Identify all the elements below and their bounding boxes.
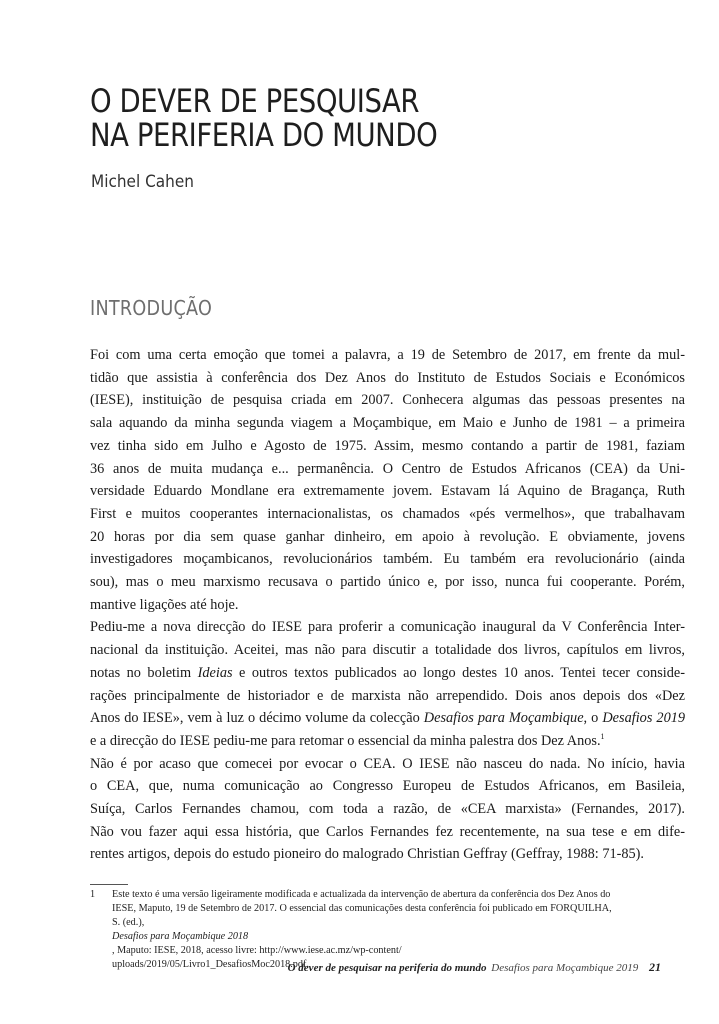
text-line: 36 anos de muita mudança e... permanência. O Centro de Estudos Africanos (CEA) da Uni- (90, 460, 685, 477)
text-line: mantive ligações até hoje. (90, 596, 239, 613)
chapter-title (90, 84, 572, 152)
text-line: o CEA, que, numa comunicação ao Congresso Europeu de Estudos Africanos, em Basileia, (90, 778, 685, 795)
paragraph-3 (90, 753, 685, 867)
footnote-line (112, 916, 685, 958)
text-line: Não é por acaso que comecei por evocar o CEA. O IESE não nasceu do nada. No início, havia (90, 755, 685, 772)
italic-title: Desafios para Moçambique (423, 710, 584, 727)
chapter-title-line-2: NA PERIFERIA DO MUNDO (90, 116, 438, 154)
text-run: , o (583, 710, 603, 727)
running-footer-article: O dever de pesquisar na periferia do mundo (287, 962, 487, 974)
paragraph-1 (90, 344, 685, 616)
text-line: rentes artigos, depois do estudo pioneiro do malogrado Christian Geffray (Geffray, 1988: 71-85). (90, 846, 645, 863)
text-line: 20 horas por dia sem quase ganhar dinheiro, em apoio à revolução. E obviamente, jovens (90, 528, 685, 545)
text-run: S. (ed.), (112, 917, 145, 928)
text-line (90, 662, 685, 685)
text-line: Não vou fazer aqui essa história, que Carlos Fernandes fez recentemente, na sua tese e em dife- (90, 823, 685, 840)
author-name: Michel Cahen (91, 172, 194, 192)
page-number: 21 (649, 960, 661, 974)
text-run: e a direcção do IESE pediu-me para retomar o essencial da minha palestra dos Dez Anos. (90, 732, 601, 749)
text-line: sala aquando da minha segunda viagem a Moçambique, em Maio e Junho de 1981 – a primeira (90, 415, 685, 432)
section-heading: INTRODUÇÃO (90, 296, 213, 320)
text-line: Foi com uma certa emoção que tomei a palavra, a 19 de Setembro de 2017, em frente da mul- (90, 347, 685, 363)
running-footer-book: Desafios para Moçambique 2019 (491, 962, 639, 974)
italic-title: Desafios 2019 (602, 710, 686, 727)
footnote-link[interactable]: , Maputo: IESE, 2018, acesso livre: http://www.iese.ac.mz/wp-content/ (112, 945, 402, 956)
footnote-divider (90, 884, 128, 885)
text-line: (IESE), instituição de pesquisa criada em 2007. Conhecera algumas das pessoas presentes na (90, 392, 685, 409)
footnote-line: Este texto é uma versão ligeiramente modificada e actualizada da intervenção de abertura da conferência dos Dez Anos do (112, 889, 611, 900)
running-footer (288, 960, 661, 975)
text-line: investigadores moçambicanos, revolucionários também. Eu também era revolucionário (ainda (90, 551, 685, 568)
text-run: e outros textos publicados ao longo destes 10 anos. Tentei tecer conside- (232, 664, 685, 681)
text-line: nacional da instituição. Aceitei, mas não para discutir a totalidade dos livros, capítulos em livros, (90, 642, 685, 659)
italic-title: Desafios para Moçambique 2018 (112, 931, 249, 942)
text-line: vez tinha sido em Julho e Agosto de 1975. Assim, mesmo contando a partir de 1981, faziam (90, 437, 685, 454)
text-line: First e muitos cooperantes internacionalistas, os chamados «pés vermelhos», que trabalhavam (90, 505, 685, 522)
footnote-line: IESE, Maputo, 19 de Setembro de 2017. O essencial das comunicações desta conferência foi publicado em FORQUILHA, (112, 903, 612, 914)
paragraph-2 (90, 616, 685, 752)
text-line: rações principalmente de historiador e de marxista não arrependido. Dois anos depois dos «Dez (90, 687, 685, 704)
text-line: versidade Eduardo Mondlane era extremamente jovem. Estavam lá Aquino de Bragança, Ruth (90, 483, 685, 500)
text-line (90, 730, 685, 753)
text-line: Suíça, Carlos Fernandes chamou, com toda a razão, de «CEA marxista» (Fernandes, 2017). (90, 801, 685, 818)
text-run: notas no boletim (90, 664, 198, 681)
text-run: Anos do IESE», vem à luz o décimo volume da colecção (90, 710, 424, 727)
text-line: tidão que assistia à conferência dos Dez Anos do Instituto de Estudos Sociais e Económicos (90, 369, 685, 386)
body-text (90, 344, 685, 866)
footnote-link[interactable]: uploads/2019/05/Livro1_DesafiosMoc2018.pdf. (112, 959, 309, 970)
footnote-reference[interactable]: 1 (600, 732, 605, 742)
italic-title: Ideias (197, 664, 233, 681)
chapter-title-line-1: O DEVER DE PESQUISAR (90, 82, 420, 120)
text-line: Pediu-me a nova direcção do IESE para proferir a comunicação inaugural da V Conferência Inter- (90, 619, 685, 636)
footnote-number: 1 (90, 889, 96, 900)
text-line: sou), mas o meu marxismo recusava o partido único e, por isso, nunca fui cooperante. Porém, (90, 574, 685, 591)
text-line (90, 707, 685, 730)
